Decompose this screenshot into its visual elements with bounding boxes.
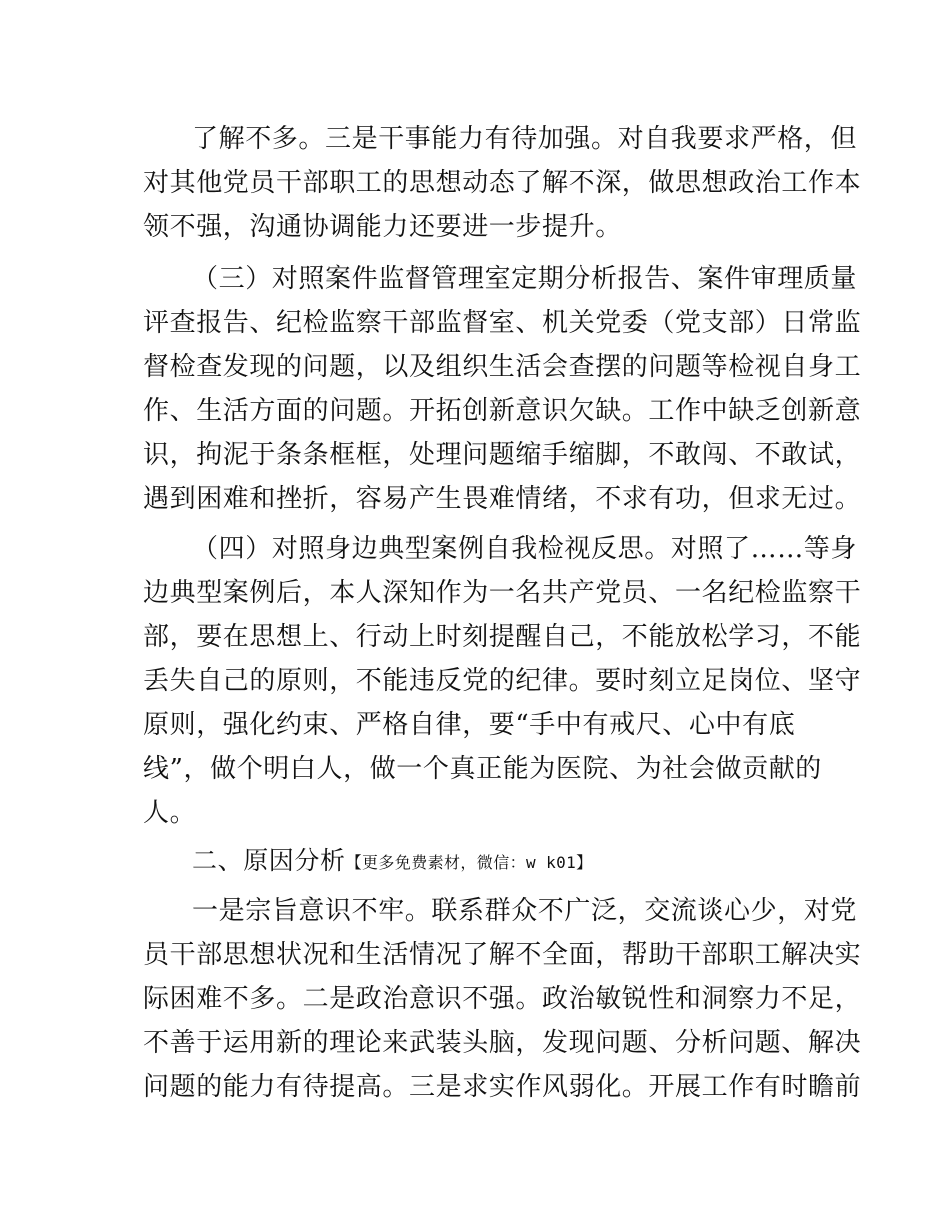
section-heading-note: 【更多免费素材，微信：w k01】 bbox=[345, 853, 593, 872]
text-line: 员干部思想状况和生活情况了解不全面，帮助干部职工解决实 bbox=[143, 940, 862, 970]
text-line: 部，要在思想上、行动上时刻提醒自己，不能放松学习，不能 bbox=[143, 622, 862, 652]
text-line: （四）对照身边典型案例自我检视反思。对照了……等身 bbox=[192, 534, 858, 564]
text-line: 了解不多。三是干事能力有待加强。对自我要求严格，但 bbox=[192, 124, 858, 154]
text-line: 线”，做个明白人，做一个真正能为医院、为社会做贡献的 bbox=[143, 754, 822, 784]
text-line: 遇到困难和挫折，容易产生畏难情绪，不求有功，但求无过。 bbox=[143, 484, 862, 514]
text-line: 际困难不多。二是政治意识不强。政治敏锐性和洞察力不足， bbox=[143, 984, 862, 1014]
text-line: 人。 bbox=[143, 798, 197, 828]
text-line: 领不强，沟通协调能力还要进一步提升。 bbox=[143, 212, 622, 242]
text-line: 边典型案例后，本人深知作为一名共产党员、一名纪检监察干 bbox=[143, 578, 862, 608]
text-line: 评查报告、纪检监察干部监督室、机关党委（党支部）日常监 bbox=[143, 308, 862, 338]
text-line: 识，拘泥于条条框框，处理问题缩手缩脚，不敢闯、不敢试， bbox=[143, 440, 862, 470]
text-line: 作、生活方面的问题。开拓创新意识欠缺。工作中缺乏创新意 bbox=[143, 396, 862, 426]
text-line: 丢失自己的原则，不能违反党的纪律。要时刻立足岗位、坚守 bbox=[143, 666, 862, 696]
text-line: 对其他党员干部职工的思想动态了解不深，做思想政治工作本 bbox=[143, 168, 862, 198]
text-line: 不善于运用新的理论来武装头脑，发现问题、分析问题、解决 bbox=[143, 1028, 862, 1058]
text-line: 督检查发现的问题，以及组织生活会查摆的问题等检视自身工 bbox=[143, 352, 862, 382]
section-heading bbox=[192, 839, 823, 883]
text-line: （三）对照案件监督管理室定期分析报告、案件审理质量 bbox=[192, 264, 858, 294]
text-line: 一是宗旨意识不牢。联系群众不广泛，交流谈心少，对党 bbox=[192, 896, 858, 926]
section-heading-title: 二、原因分析 bbox=[192, 846, 346, 875]
text-line: 问题的能力有待提高。三是求实作风弱化。开展工作有时瞻前 bbox=[143, 1072, 862, 1102]
text-line: 原则，强化约束、严格自律，要“手中有戒尺、心中有底 bbox=[143, 710, 796, 740]
